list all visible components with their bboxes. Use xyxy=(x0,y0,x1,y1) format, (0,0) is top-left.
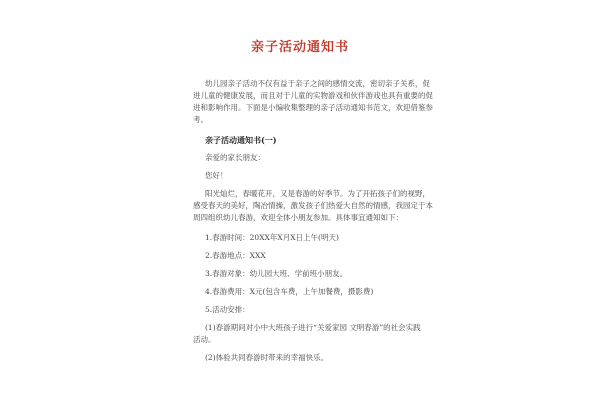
item-5: 5.活动安排： xyxy=(205,305,250,314)
document-title: 亲子活动通知书 xyxy=(250,40,349,55)
intro-line-1: 幼儿园亲子活动不仅有益于亲子之间的感情交流，密切亲子关系，促 xyxy=(205,79,430,88)
body-line-2: 感受春天的美好，陶冶情操，激发孩子们热爱大自然的情感，我园定于本 xyxy=(193,201,433,210)
arrangement-line-1: (1)春游期间对小中大班孩子进行“关爱家园 文明春游”的社会实践 xyxy=(205,323,421,332)
section-title: 亲子活动通知书(一) xyxy=(205,135,277,145)
intro-line-2: 进儿童的健康发展，而且对于儿童的实物游戏和伙伴游戏也具有重要的促 xyxy=(193,91,433,100)
item-3: 3.春游对象：幼儿园大班、学前班小朋友。 xyxy=(205,269,348,278)
body-line-1: 阳光灿烂，春暖花开，又是春游的好季节。为了开拓孩子们的视野， xyxy=(205,189,430,198)
item-1: 1.春游时间：20XX年X月X日上午(明天) xyxy=(205,233,339,242)
hello: 您好！ xyxy=(205,171,228,180)
intro-line-4: 考。 xyxy=(193,115,208,124)
body-line-3: 周四组织幼儿春游，欢迎全体小朋友参加。具体事宜通知如下： xyxy=(193,213,403,222)
item-4: 4.春游费用：X元(包含车费，上午加餐费，摄影费) xyxy=(205,287,374,296)
item-2: 2.春游地点：XXX xyxy=(205,251,266,260)
arrangement-line-3: (2)体验共同春游时带来的幸福快乐。 xyxy=(205,353,329,362)
greeting: 亲爱的家长朋友： xyxy=(205,153,265,162)
intro-line-3: 进和影响作用。下面是小编收集整理的亲子活动通知书范文，欢迎借鉴参 xyxy=(193,103,433,112)
arrangement-line-2: 活动。 xyxy=(193,335,216,344)
